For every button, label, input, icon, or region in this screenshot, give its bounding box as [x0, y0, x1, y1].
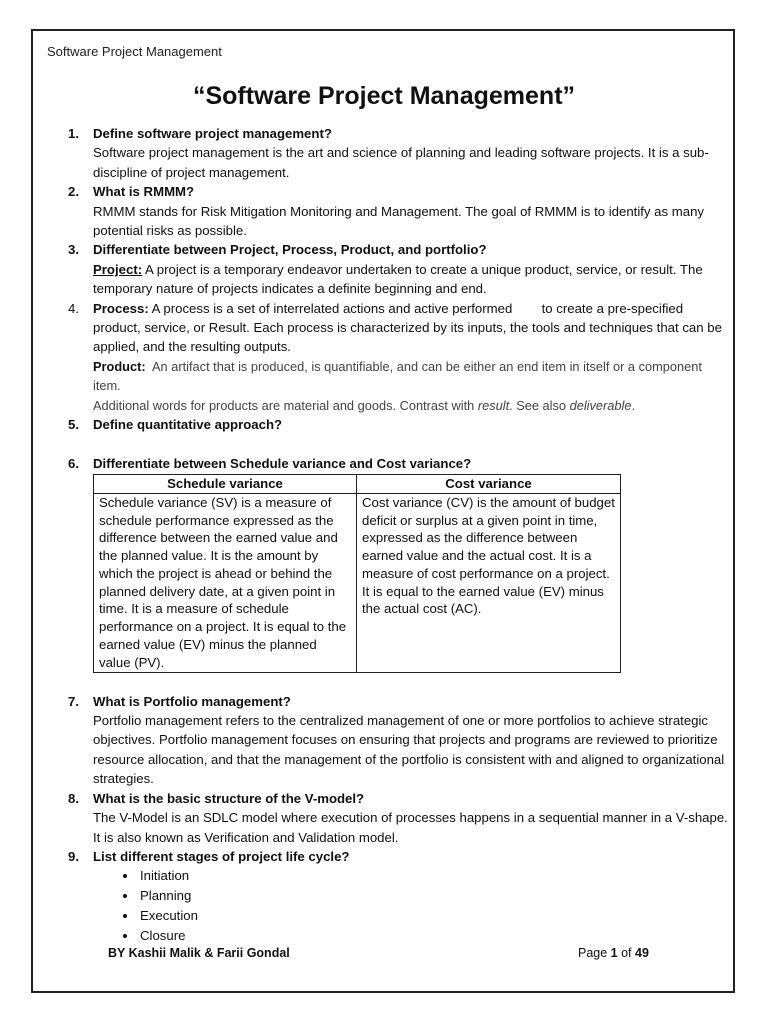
- schedule-variance-cell: Schedule variance (SV) is a measure of schedule performance expressed as the difference between the earned value and the planned value. It is the amount by which the project is ahead or behind the planned delivery date, at a given point in time. It is a measure of schedule performance on a project. It is equal to the earned value (EV) minus the planned value (PV).: [94, 493, 357, 672]
- answer-1: Software project management is the art and science of planning and leading software projects. It is a sub-discipline of project management.: [93, 145, 709, 180]
- variance-table: [93, 474, 621, 673]
- answer-3: [68, 260, 728, 299]
- question-1: 1. Define software project management?: [68, 124, 728, 143]
- answer-7: Portfolio management refers to the centralized management of one or more portfolios to achieve strategic objectives. Portfolio management focuses on ensuring that projects and programs are reviewed to prioritize resource allocation, and that the management of the portfolio is consistent with and aligned to organizational strategies.: [93, 713, 725, 787]
- question-text: Differentiate between Project, Process, Product, and portfolio?: [93, 242, 487, 258]
- product-definition: Product: An artifact that is produced, is quantifiable, and can be either an end item in itself or a component item.: [93, 358, 706, 394]
- list-item: • Planning: [138, 886, 728, 906]
- question-text: Define quantitative approach?: [93, 417, 283, 433]
- question-5: 5. Define quantitative approach?: [68, 415, 728, 434]
- cost-variance-cell: Cost variance (CV) is the amount of budget deficit or surplus at a given point in time, expressed as the difference between earned value and the actual cost. It is a measure of cost performance on a project. It is equal to the earned value (EV) minus the actual cost (AC).: [357, 493, 621, 672]
- question-9: 9. List different stages of project life cycle?: [68, 847, 728, 866]
- column-header-cost: Cost variance: [357, 474, 621, 493]
- project-definition: A project is a temporary endeavor undertaken to create a unique product, service, or result. The temporary nature of projects indicates a definite beginning and end.: [93, 261, 703, 297]
- list-item: • Execution: [138, 906, 728, 926]
- document-body: [68, 124, 728, 946]
- column-header-schedule: Schedule variance: [94, 474, 357, 493]
- running-header: Software Project Management: [47, 44, 222, 59]
- list-item: • Initiation: [138, 866, 728, 886]
- document-title: “Software Project Management”: [192, 82, 576, 110]
- question-text: What is RMMM?: [93, 184, 195, 200]
- question-text: List different stages of project life cycle?: [93, 848, 350, 864]
- process-definition: Process: A process is a set of interrelated actions and active performed to create a pre-specified product, service, or Result. Each process is characterized by its inputs, the tools and techniques that can be applied, and the resulting outputs.: [93, 300, 726, 355]
- question-7: 7. What is Portfolio management?: [68, 692, 728, 711]
- life-cycle-stages: [68, 866, 728, 946]
- question-text: What is the basic structure of the V-model?: [93, 790, 365, 806]
- question-2: 2. What is RMMM?: [68, 182, 728, 201]
- product-label: Product:: [93, 358, 146, 374]
- project-label: Project:: [93, 261, 143, 277]
- question-3: 3. Differentiate between Project, Process, Product, and portfolio?: [68, 240, 728, 259]
- product-additional: Additional words for products are material and goods. Contrast with result. See also deliverable.: [93, 397, 636, 413]
- table-row: [94, 493, 621, 672]
- question-6: 6. Differentiate between Schedule variance and Cost variance?: [68, 454, 728, 473]
- footer-authors: BY Kashii Malik & Farii Gondal: [108, 946, 290, 960]
- table-header-row: [94, 474, 621, 493]
- answer-2: RMMM stands for Risk Mitigation Monitoring and Management. The goal of RMMM is to identify as many potential risks as possible.: [93, 203, 705, 239]
- question-text: Differentiate between Schedule variance and Cost variance?: [93, 455, 472, 471]
- list-item: • Closure: [138, 926, 728, 946]
- process-label: Process:: [93, 300, 149, 316]
- question-8: 8. What is the basic structure of the V-model?: [68, 789, 728, 808]
- footer-page-number: Page 1 of 49: [578, 946, 649, 960]
- answer-8: The V-Model is an SDLC model where execution of processes happens in a sequential manner in a V-shape. It is also known as Verification and Validation model.: [93, 810, 728, 845]
- question-text: What is Portfolio management?: [93, 693, 291, 709]
- question-text: Define software project management?: [93, 126, 332, 141]
- question-4: 4. Process: A process is a set of interrelated actions and active performed to create a pre-specified product, service, or Result. Each process is characterized by its inputs, the tools and techniques that can be applied, and the resulting outputs.: [68, 299, 728, 357]
